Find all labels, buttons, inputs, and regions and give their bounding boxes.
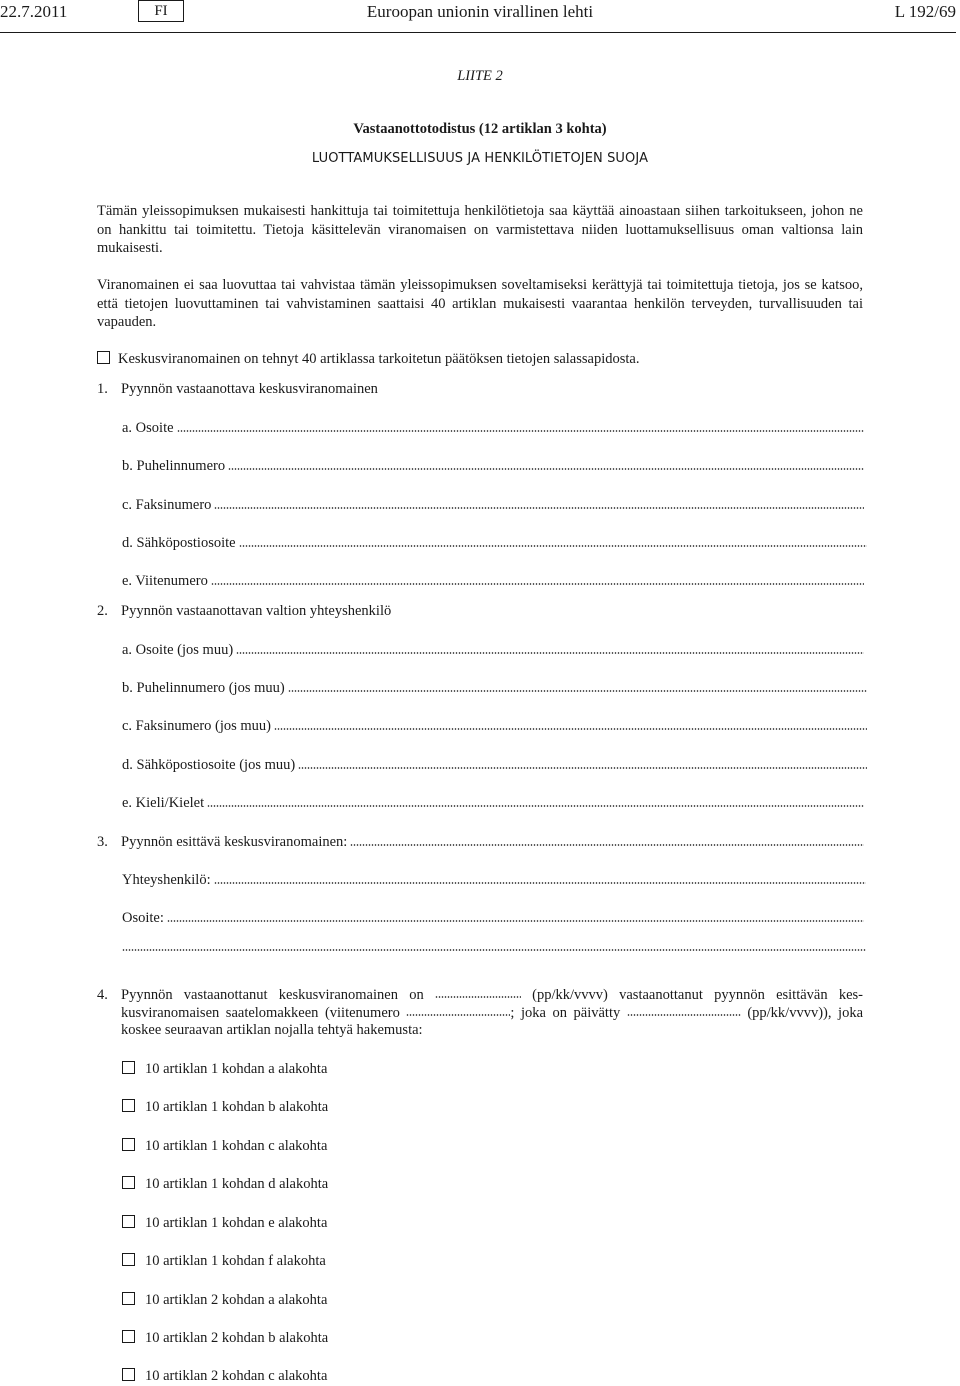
article-option [122,1176,328,1193]
section-title: Pyynnön vastaanottavan valtion yhteyshenkilö [121,603,392,619]
article-label: 10 artiklan 2 kohdan c alakohta [145,1368,328,1384]
article-label: 10 artiklan 2 kohdan b alakohta [145,1330,329,1346]
article-checkbox[interactable] [122,1138,135,1151]
page-header [0,0,960,33]
field-label: c. Faksinumero (jos muu) [122,718,272,734]
paragraph-disclosure: Viranomainen ei saa luovuttaa tai vahvistaa tämän yleissopimuksen soveltamiseksi kerättyjä tai toimitettuja tietoja, jos se katsoo, että tietojen luovuttaminen tai vahvistaminen saattaisi 40 artiklan mukaisesti vaarantaa henkilön terveyden, turvallisuuden tai vapauden. [97,277,863,330]
annex-heading: LIITE 2 [457,68,503,84]
article-checkbox[interactable] [122,1292,135,1305]
field-label: Osoite: [122,910,164,926]
field-label: Yhteyshenkilö: [122,872,211,888]
section-4-body [121,987,863,1040]
section-2-heading [97,603,391,620]
confidentiality-label: Keskusviranomainen on tehnyt 40 artiklassa tarkoitetun päätöksen tietojen salassapidosta. [118,351,640,367]
field-s1-reference[interactable] [122,573,864,590]
article-option [122,1099,328,1116]
field-s3-address[interactable] [122,910,864,927]
fill-line[interactable] [274,727,867,731]
article-checkbox[interactable] [122,1215,135,1228]
article-label: 10 artiklan 2 kohdan a alakohta [145,1292,328,1308]
fill-line[interactable] [298,766,867,770]
article-label: 10 artiklan 1 kohdan c alakohta [145,1138,328,1154]
text-fragment: ; joka on päivätty [510,1004,621,1021]
field-s3-contact[interactable] [122,872,866,889]
article-label: 10 artiklan 1 kohdan a alakohta [145,1061,328,1077]
article-option [122,1215,327,1232]
reference-number-field[interactable] [406,1013,510,1017]
section-1-heading [97,381,378,398]
section-number: 4. [97,987,108,1003]
field-s2-address[interactable] [122,642,864,659]
field-s1-phone[interactable] [122,458,864,475]
dated-field[interactable] [627,1013,741,1017]
text-fragment: Pyynnön vastaanottanut keskusviranomainen on [121,987,424,1003]
article-label: 10 artiklan 1 kohdan f alakohta [145,1253,326,1269]
article-checkbox[interactable] [122,1330,135,1343]
field-label: e. Kieli/Kielet [122,795,205,811]
article-option [122,1292,327,1309]
field-s2-phone[interactable] [122,680,867,697]
text-fragment: (pp/kk/vvvv)), joka koskee seuraavan artiklan nojalla tehtyä hakemusta: [121,1004,864,1038]
form-title: Vastaanottotodistus (12 artiklan 3 kohta) [353,121,607,137]
article-checkbox[interactable] [122,1176,135,1189]
fill-line[interactable] [177,429,864,433]
field-label: c. Faksinumero [122,497,212,513]
article-option [122,1368,327,1385]
field-s2-languages[interactable] [122,795,864,812]
section-title: Pyynnön vastaanottava keskusviranomainen [121,381,378,397]
fill-line[interactable] [236,651,864,655]
fill-line[interactable] [214,506,864,510]
article-label: 10 artiklan 1 kohdan d alakohta [145,1176,329,1192]
page-number: L 192/69 [894,2,956,21]
article-option [122,1330,328,1347]
fill-line[interactable] [211,582,864,586]
header-rule [0,32,956,33]
paragraph-purpose: Tämän yleissopimuksen mukaisesti hankittuja tai toimitettuja henkilötietoja saa käyttää ainoastaan siihen tarkoitukseen, johon ne on hankittu tai toimitettu. Tietoja käsittelevän viranomaisen on varmistettava niiden luottamuksellisuus oman valtionsa lain mukaisesti. [97,203,863,256]
field-label: a. Osoite (jos muu) [122,642,234,658]
fill-line[interactable] [228,467,864,471]
field-label: e. Viitenumero [122,573,208,589]
field-s1-fax[interactable] [122,497,864,514]
field-label: d. Sähköpostiosoite [122,535,236,551]
article-checkbox[interactable] [122,1368,135,1381]
article-checkbox[interactable] [122,1061,135,1074]
field-s3-requesting-authority[interactable] [97,834,864,851]
section-label: Pyynnön esittävä keskusviranomainen: [121,834,348,850]
article-option [122,1061,327,1078]
field-label: b. Puhelinnumero (jos muu) [122,680,285,696]
section-number: 1. [97,381,108,397]
article-label: 10 artiklan 1 kohdan b alakohta [145,1099,329,1115]
field-s2-email[interactable] [122,757,867,774]
fill-line[interactable] [239,544,867,548]
journal-title: Euroopan unionin virallinen lehti [366,2,594,21]
text-fragment: (pp/kk/vvvv) vastaanottanut pyynnön esittävän keskusviranomaisen saatelomakkeen (viitenumero [121,987,864,1021]
field-s3-address-cont[interactable] [122,948,866,956]
field-label: a. Osoite [122,420,174,436]
article-checkbox[interactable] [122,1253,135,1266]
section-number: 2. [97,603,108,619]
language-badge: FI [138,0,184,22]
fill-line[interactable] [288,689,867,693]
date-received-field[interactable] [435,995,521,999]
form-subtitle: LUOTTAMUKSELLISUUS JA HENKILÖTIETOJEN SUOJA [311,151,649,166]
field-s2-fax[interactable] [122,718,867,735]
field-label: d. Sähköpostiosoite (jos muu) [122,757,296,773]
section-number: 3. [97,834,108,850]
article-label: 10 artiklan 1 kohdan e alakohta [145,1215,328,1231]
confidentiality-option [97,351,639,368]
fill-line[interactable] [207,804,864,808]
article-option [122,1253,326,1270]
field-label: b. Puhelinnumero [122,458,226,474]
fill-line[interactable] [214,881,866,885]
section-4-paragraph [97,987,863,1040]
fill-line[interactable] [167,919,864,923]
fill-line[interactable] [122,948,866,952]
field-s1-email[interactable] [122,535,867,552]
article-option [122,1138,327,1155]
fill-line[interactable] [350,843,864,847]
header-date: 22.7.2011 [0,2,68,21]
field-s1-address[interactable] [122,420,864,437]
confidentiality-checkbox[interactable] [97,351,110,364]
article-checkbox[interactable] [122,1099,135,1112]
field-label [97,834,347,851]
